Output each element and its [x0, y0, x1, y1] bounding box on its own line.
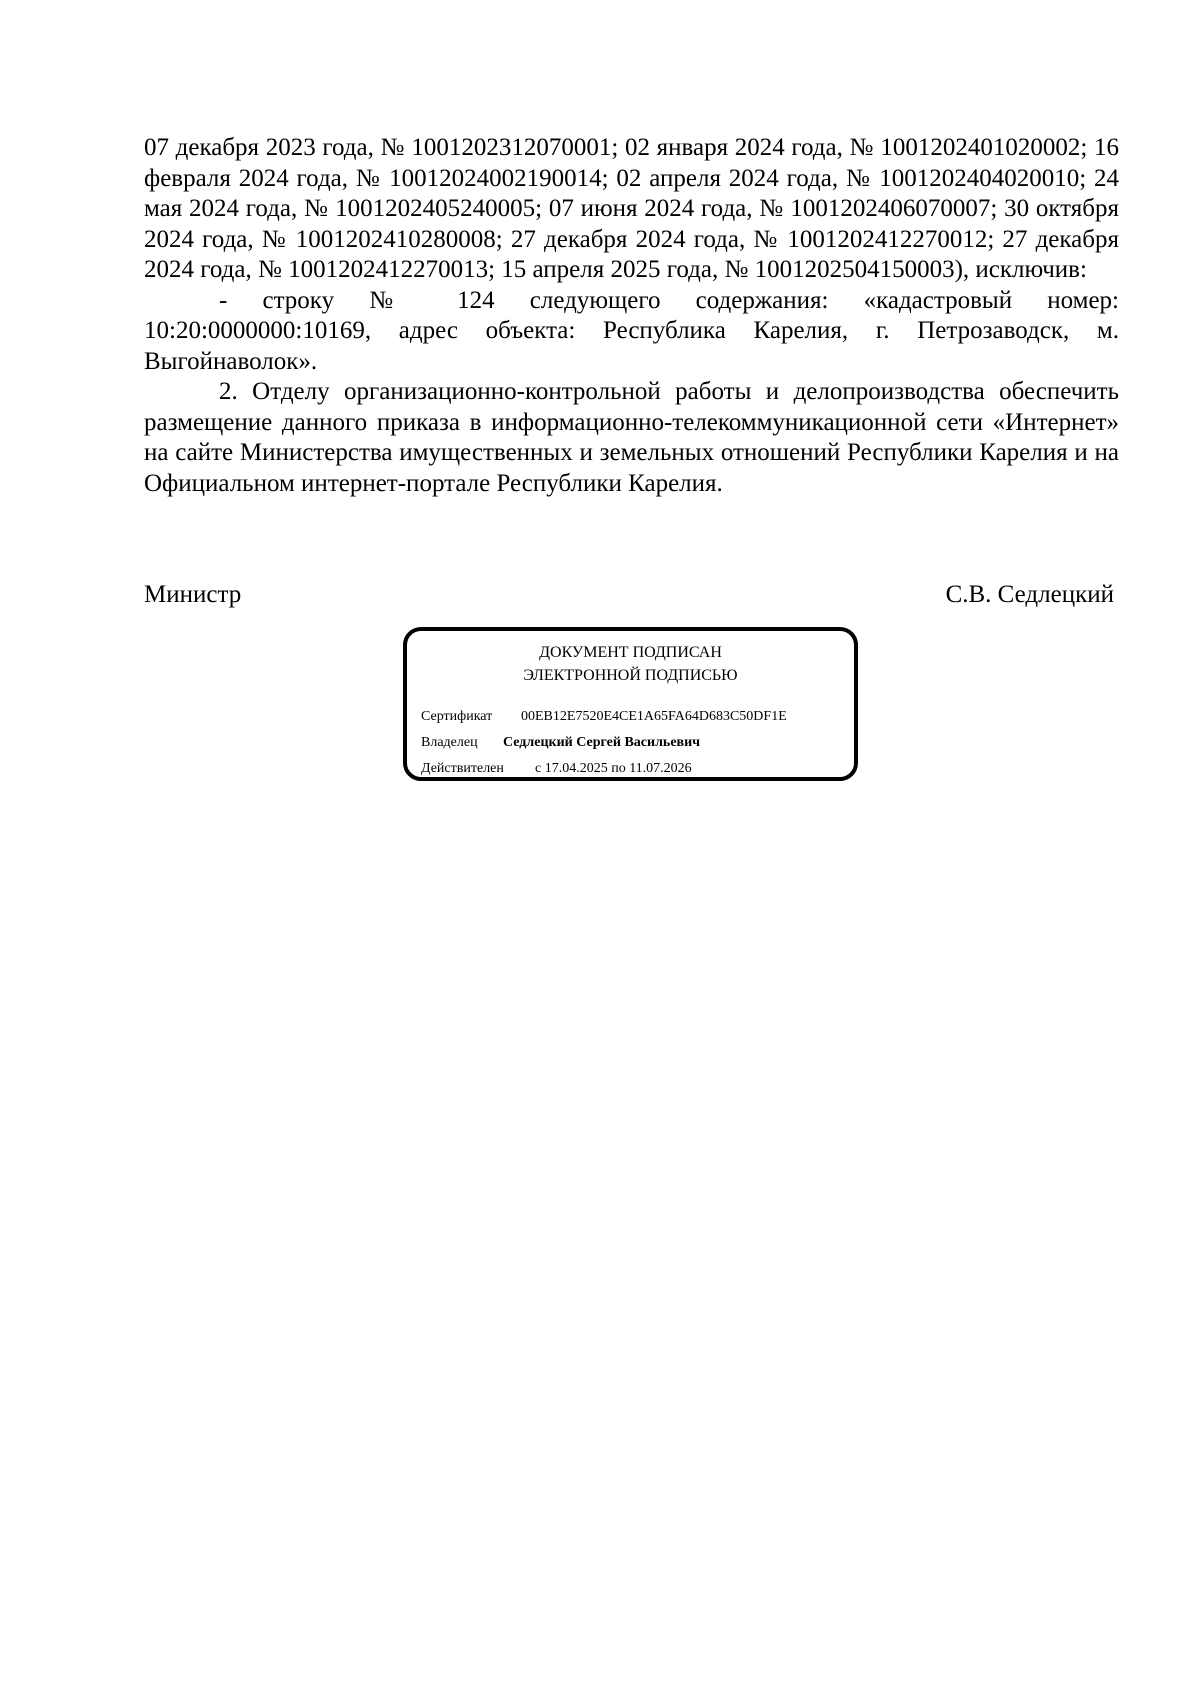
stamp-owner-value: Седлецкий Сергей Васильевич [503, 735, 701, 750]
signer-role: Министр [144, 581, 242, 608]
stamp-owner-label: Владелец [421, 735, 478, 750]
stamp-title [407, 641, 854, 687]
stamp-certificate-row [421, 709, 787, 725]
stamp-title-line-1: ДОКУМЕНТ ПОДПИСАН [539, 644, 722, 661]
document-body [144, 133, 1119, 499]
stamp-validity-label: Действителен [421, 761, 504, 776]
paragraph-exclusion-item: - строку № 124 следующего содержания: «кадастровый номер: 10:20:0000000:10169, адрес объекта: Республика Карелия, г. Петрозаводск, м. Выгойнаволок». [144, 286, 1119, 375]
stamp-validity-value: с 17.04.2025 по 11.07.2026 [535, 761, 692, 776]
stamp-certificate-value: 00EB12E7520E4CE1A65FA64D683C50DF1E [521, 709, 787, 724]
stamp-validity-row [421, 761, 692, 777]
paragraph-dates-list: 07 декабря 2023 года, № 1001202312070001; 02 января 2024 года, № 1001202401020002; 16 февраля 2024 года, № 10012024002190014; 02 апреля 2024 года, № 1001202404020010; 24 мая 2024 года, № 1001202405240005; 07 июня 2024 года, № 1001202406070007; 30 октября 2024 года, № 1001202410280008; 27 декабря 2024 года, № 1001202412270012; 27 декабря 2024 года, № 1001202412270013; 15 апреля 2025 года, № 1001202504150003), исключив: [144, 134, 1119, 283]
stamp-certificate-label: Сертификат [421, 709, 493, 724]
signer-name: С.В. Седлецкий [945, 581, 1114, 608]
paragraph-item-2: 2. Отделу организационно-контрольной работы и делопроизводства обеспечить размещение данного приказа в информационно-телекоммуникационной сети «Интернет» на сайте Министерства имущественных и земельных отношений Республики Карелия и на Официальном интернет-портале Республики Карелия. [144, 378, 1119, 497]
stamp-title-line-2: ЭЛЕКТРОННОЙ ПОДПИСЬЮ [523, 667, 738, 684]
stamp-owner-row [421, 735, 700, 751]
electronic-signature-stamp [403, 627, 858, 781]
